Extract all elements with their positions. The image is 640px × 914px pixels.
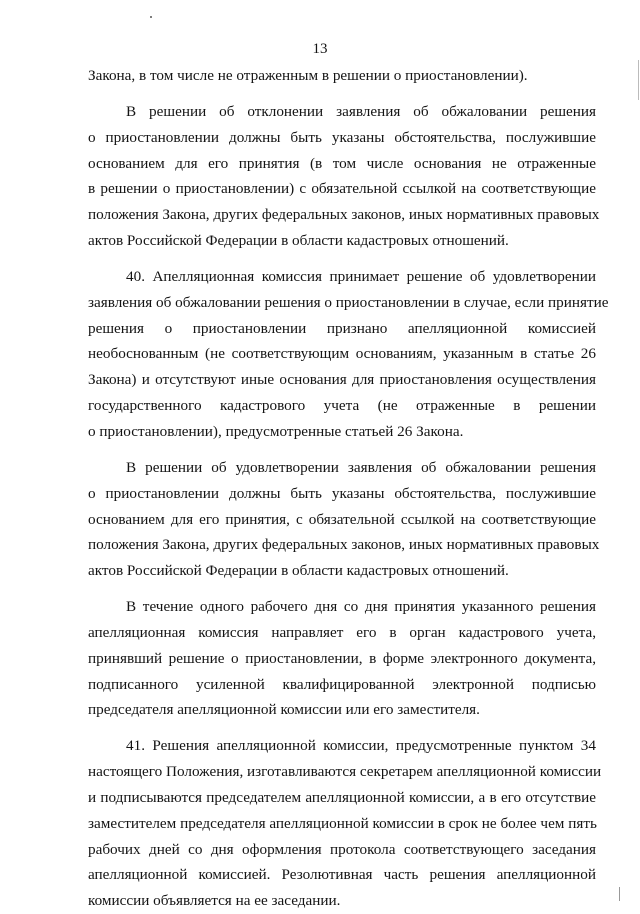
text-line: актов Российской Федерации в области кадастровых отношений. <box>88 232 509 250</box>
text-line: в решении о приостановлении) с обязательной ссылкой на соответствующие <box>88 180 596 198</box>
text-line: председателя апелляционной комиссии или его заместителя. <box>88 701 480 719</box>
text-line: о приостановлении должны быть указаны обстоятельства, послужившие <box>88 484 596 502</box>
text-line: необоснованным (не соответствующим основаниям, указанным в статье 26 <box>88 345 596 363</box>
text-line: 41. Решения апелляционной комиссии, предусмотренные пунктом 34 <box>126 737 596 755</box>
text-line: подписанного усиленной квалифицированной электронной подписью <box>88 675 596 693</box>
paragraph-item-41 <box>88 733 602 914</box>
text-line: решения о приостановлении признано апелляционной комиссией <box>88 319 596 337</box>
text-line: Закона, в том числе не отраженным в решении о приостановлении). <box>88 67 528 84</box>
paragraph-sending-decision <box>88 594 596 723</box>
text-line: Закона) и отсутствуют иные основания для приостановления осуществления <box>88 371 596 389</box>
text-line: настоящего Положения, изготавливаются секретарем апелляционной комиссии <box>88 763 602 781</box>
text-line: В течение одного рабочего дня со дня принятия указанного решения <box>126 598 596 616</box>
text-line: 40. Апелляционная комиссия принимает решение об удовлетворении <box>126 267 596 285</box>
paragraph-item-40 <box>88 264 609 445</box>
text-line: о приостановлении), предусмотренные статьей 26 Закона. <box>88 422 464 440</box>
text-line: основанием для его принятия, с обязательной ссылкой на соответствующие <box>88 510 596 528</box>
text-line: о приостановлении должны быть указаны обстоятельства, послужившие <box>88 128 596 146</box>
scan-edge-mark <box>638 60 639 100</box>
scan-mark <box>619 887 620 901</box>
paragraph-satisfaction-decision <box>88 455 600 584</box>
paragraph-rejection-decision <box>88 99 600 254</box>
text-line: положения Закона, других федеральных законов, иных нормативных правовых <box>88 536 600 554</box>
document-body <box>88 63 609 914</box>
text-line: положения Закона, других федеральных законов, иных нормативных правовых <box>88 206 600 224</box>
text-line: В решении об отклонении заявления об обжаловании решения <box>126 102 596 120</box>
page-number: 13 <box>312 41 328 57</box>
text-line: заместителем председателя апелляционной комиссии в срок не более чем пять <box>88 814 597 832</box>
text-line: актов Российской Федерации в области кадастровых отношений. <box>88 562 509 580</box>
text-line: основанием для его принятия (в том числе основания не отраженные <box>88 154 596 172</box>
text-line: и подписываются председателем апелляционной комиссии, а в его отсутствие <box>88 788 596 806</box>
text-line: заявления об обжаловании решения о приостановлении в случае, если принятие <box>88 293 609 311</box>
text-line: рабочих дней со дня оформления протокола соответствующего заседания <box>88 840 596 858</box>
scan-speck <box>150 16 152 18</box>
paragraph-continuation <box>88 63 596 89</box>
text-line: апелляционная комиссия направляет его в орган кадастрового учета, <box>88 623 596 641</box>
text-line: апелляционной комиссией. Резолютивная часть решения апелляционной <box>88 866 596 884</box>
text-line: принявший решение о приостановлении, в форме электронного документа, <box>88 649 596 667</box>
text-line: комиссии объявляется на ее заседании. <box>88 892 341 910</box>
text-line: В решении об удовлетворении заявления об обжаловании решения <box>126 458 596 476</box>
text-line: государственного кадастрового учета (не отраженные в решении <box>88 397 596 415</box>
